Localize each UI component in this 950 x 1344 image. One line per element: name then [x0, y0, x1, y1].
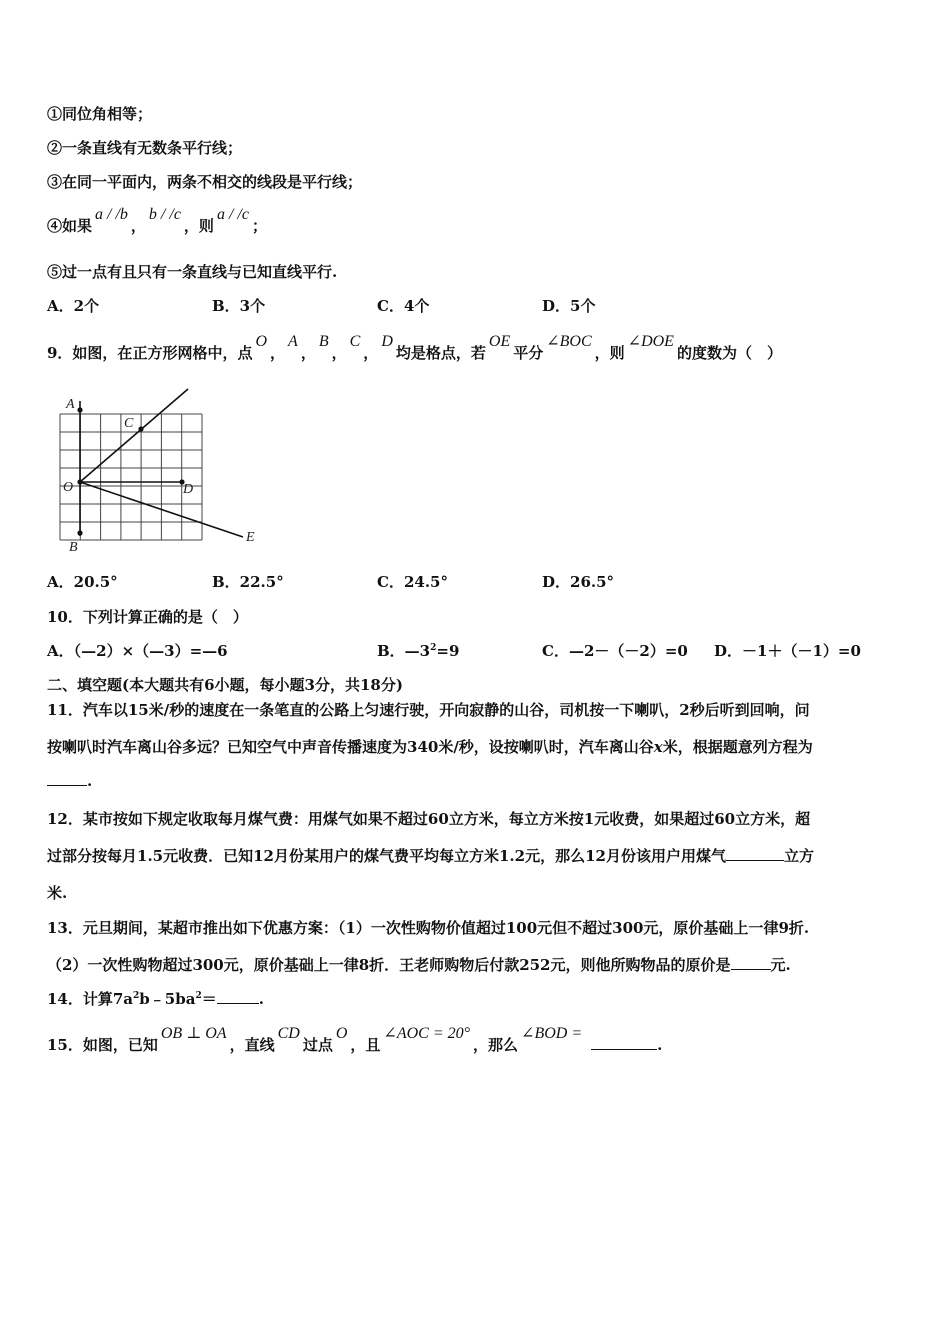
q15-pre: 15．如图，已知	[47, 1036, 158, 1054]
point-c-dot	[138, 426, 143, 431]
q15-t1: ，直线	[229, 1036, 275, 1054]
q9-point-o: O	[255, 333, 268, 350]
point-o-dot	[77, 479, 82, 484]
q9-comma-1: ，	[270, 344, 286, 362]
q11-answer-blank[interactable]	[47, 773, 87, 786]
label-a: A	[66, 397, 75, 412]
q15-angle-bod: ∠BOD =	[521, 1025, 583, 1042]
q13-line-1: 13．元旦期间，某超市推出如下优惠方案：（1）一次性购物价值超过100元但不超过300元，原价基础上一律9折.	[47, 919, 810, 937]
q9-angle-boc: ∠BOC	[546, 333, 592, 350]
q9-comma-4: ，	[363, 344, 379, 362]
math-b-parallel-c: b / /c	[148, 206, 181, 223]
label-e: E	[246, 530, 255, 545]
q14-sup-1: 2	[133, 991, 140, 1001]
q9-comma-2: ，	[300, 344, 316, 362]
q10-option-b-pre: B．—3	[377, 642, 431, 660]
q9-mid-1: 均是格点，若	[395, 344, 486, 362]
q12-line-2-pre: 过部分按每月1.5元收费．已知12月份某用户的煤气费平均每立方米1.2元，那么12月份该用户用煤气	[47, 847, 726, 865]
q13-line-2-post: 元.	[770, 956, 791, 974]
q11-end: .	[87, 772, 93, 790]
q9-comma-3: ，	[331, 344, 347, 362]
q13-line-2	[47, 954, 791, 975]
q12-answer-blank[interactable]	[726, 848, 784, 861]
statement-1: ①同位角相等；	[47, 105, 153, 123]
q9-oe: OE	[488, 333, 511, 350]
q9-point-c: C	[349, 333, 361, 350]
statement-4-sep1: ，	[130, 217, 146, 235]
q10-option-d: D．－1＋（－1）=0	[714, 642, 861, 660]
q8-option-a: A．2个	[47, 297, 100, 315]
q14-end: .	[258, 990, 264, 1008]
q10-option-b	[377, 640, 459, 661]
math-a-parallel-b: a / /b	[95, 206, 128, 223]
statement-4-end: ；	[251, 217, 267, 235]
q10-option-b-post: =9	[436, 642, 460, 660]
label-c: C	[124, 416, 134, 431]
q11-line-2-post: 米，根据题意列方程为	[662, 738, 813, 756]
q15-t3: ，且	[350, 1036, 381, 1054]
q12-line-2-post: 立方	[783, 847, 814, 865]
q9-option-a: A．20.5°	[47, 573, 118, 591]
q8-option-c: C．4个	[377, 297, 430, 315]
q14-answer-blank[interactable]	[217, 991, 259, 1004]
statement-4	[47, 206, 267, 236]
q15-t4: ，那么	[473, 1036, 519, 1054]
point-b-dot	[77, 530, 82, 535]
q15-t2: 过点	[302, 1036, 333, 1054]
statement-3: ③在同一平面内，两条不相交的线段是平行线；	[47, 173, 363, 191]
q11-line-1: 11．汽车以15米/秒的速度在一条笔直的公路上匀速行驶，开向寂静的山谷，司机按一下喇叭，2秒后听到回响，问	[47, 701, 810, 719]
q9-option-d: D．26.5°	[542, 573, 615, 591]
q14-sup-2: 2	[195, 991, 202, 1001]
q9-prefix: 9．如图，在正方形网格中，点	[47, 344, 253, 362]
q9-point-d: D	[381, 333, 393, 350]
section-2-heading: 二、填空题(本大题共有6小题，每小题3分，共18分)	[47, 676, 403, 694]
q10-option-a: A．（—2）×（—3）=—6	[47, 642, 228, 660]
label-d: D	[183, 482, 194, 497]
q12-line-1: 12．某市按如下规定收取每月煤气费：用煤气如果不超过60立方米，每立方米按1元收费，如果超过60立方米，超	[47, 810, 811, 828]
q11-line-2-pre: 按喇叭时汽车离山谷多远？已知空气中声音传播速度为340米/秒，设按喇叭时，汽车离山谷	[47, 738, 654, 756]
q8-option-d: D．5个	[542, 297, 596, 315]
q11-line-3	[47, 772, 92, 790]
statement-5: ⑤过一点有且只有一条直线与已知直线平行.	[47, 263, 338, 281]
q12-line-2	[47, 845, 814, 866]
label-b: B	[69, 540, 78, 555]
q15-ob-perp-oa: OB ⊥ OA	[160, 1025, 227, 1042]
q8-option-b: B．3个	[212, 297, 266, 315]
q14	[47, 988, 264, 1009]
q9-option-c: C．24.5°	[377, 573, 448, 591]
q9-suffix: 的度数为（ ）	[676, 344, 782, 362]
q15-angle-aoc: ∠AOC = 20°	[383, 1025, 471, 1042]
q15	[47, 1025, 663, 1055]
q9-mid-3: ，则	[594, 344, 625, 362]
q15-line-cd: CD	[277, 1025, 300, 1042]
q15-answer-blank[interactable]	[591, 1037, 657, 1050]
q11-line-2	[47, 736, 813, 757]
q9-point-b: B	[318, 333, 329, 350]
q9-point-a: A	[288, 333, 298, 350]
q15-end: .	[657, 1036, 663, 1054]
math-a-parallel-c: a / /c	[216, 206, 249, 223]
q9-mid-2: 平分	[513, 344, 544, 362]
q10-stem: 10．下列计算正确的是（ ）	[47, 608, 248, 626]
statement-4-prefix: ④如果	[47, 217, 93, 235]
statement-2: ②一条直线有无数条平行线；	[47, 139, 243, 157]
point-a-dot	[77, 407, 82, 412]
q14-pre: 14．计算7a	[47, 990, 134, 1008]
q10-option-c: C．—2－（－2）=0	[542, 642, 688, 660]
q15-point-o: O	[335, 1025, 348, 1042]
label-o: O	[63, 480, 74, 495]
q14-post: ＝	[201, 990, 217, 1008]
q9-option-b: B．22.5°	[212, 573, 284, 591]
q10-option-b-sup: 2	[430, 643, 437, 653]
q11-var-x: x	[653, 738, 663, 756]
q13-line-2-pre: （2）一次性购物超过300元，原价基础上一律8折．王老师购物后付款252元，则他所购物品的原价是	[47, 956, 731, 974]
q9-angle-doe: ∠DOE	[627, 333, 674, 350]
statement-4-sep2: ，则	[183, 217, 214, 235]
q13-answer-blank[interactable]	[731, 957, 771, 970]
q9-stem	[47, 333, 782, 363]
grid-figure	[55, 387, 270, 557]
q12-line-3: 米.	[47, 884, 68, 902]
q14-mid: b﹣5ba	[139, 990, 196, 1008]
grid-lines	[60, 414, 202, 540]
